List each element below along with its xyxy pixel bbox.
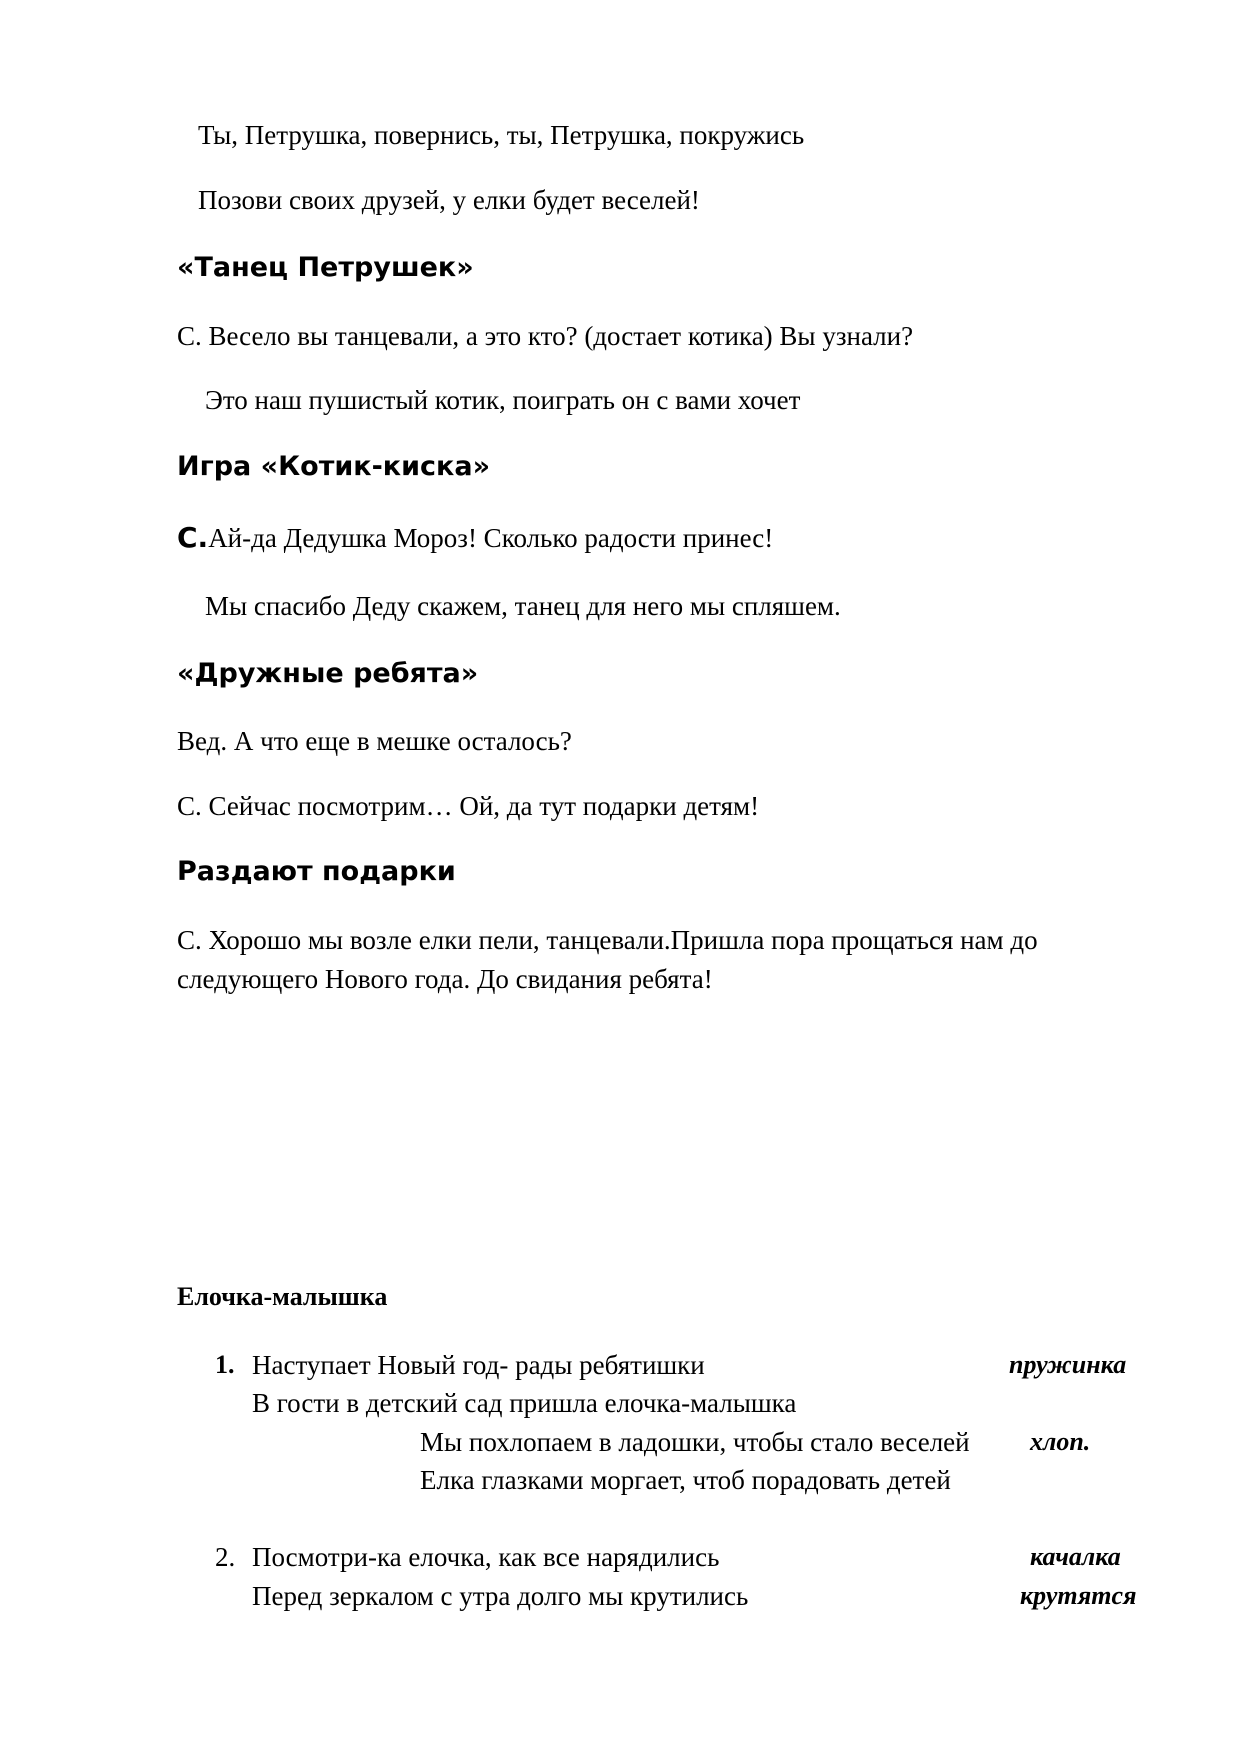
verse-1-line-2: В гости в детский сад пришла елочка-малышка	[252, 1388, 797, 1418]
text-line-farewell-1: С. Хорошо мы возле елки пели, танцевали.Пришла пора прощаться нам до	[177, 925, 1038, 955]
moroz-text: Ай-да Дедушка Мороз! Сколько радости принес!	[208, 523, 774, 553]
verse-2-action-2: крутятся	[1020, 1581, 1137, 1610]
text-line-moroz-2: Мы спасибо Деду скажем, танец для него мы спляшем.	[205, 591, 841, 621]
verse-1-number: 1.	[215, 1350, 235, 1379]
speaker-label: С.	[177, 521, 209, 554]
text-line-cat-2: Это наш пушистый котик, поиграть он с вами хочет	[205, 385, 801, 415]
heading-dance: «Танец Петрушек»	[177, 252, 474, 283]
verse-1-line-1: Наступает Новый год- рады ребятишки	[252, 1350, 705, 1380]
text-line-cat-1: С. Весело вы танцевали, а это кто? (достает котика) Вы узнали?	[177, 321, 914, 351]
heading-gifts: Раздают подарки	[177, 856, 456, 887]
text-line-petrushka-1: Ты, Петрушка, повернись, ты, Петрушка, покружись	[198, 120, 805, 150]
verse-2-line-2: Перед зеркалом с утра долго мы крутились	[252, 1581, 749, 1611]
text-line-farewell-2: следующего Нового года. До свидания ребята!	[177, 964, 713, 994]
verse-1-line-3: Мы похлопаем в ладошки, чтобы стало веселей	[420, 1427, 970, 1457]
verse-1-action-3: хлоп.	[1030, 1427, 1091, 1456]
text-line-bag-1: Вед. А что еще в мешке осталось?	[177, 726, 572, 756]
verse-1-action-1: пружинка	[1009, 1350, 1127, 1379]
text-line-petrushka-2: Позови своих друзей, у елки будет веселей!	[198, 185, 700, 215]
text-line-bag-2: С. Сейчас посмотрим… Ой, да тут подарки детям!	[177, 791, 760, 821]
heading-game: Игра «Котик-киска»	[177, 451, 491, 482]
heading-friends: «Дружные ребята»	[177, 658, 479, 689]
song-title: Елочка-малышка	[177, 1282, 388, 1311]
verse-2-action-1: качалка	[1030, 1542, 1121, 1571]
verse-2-number: 2.	[215, 1542, 236, 1572]
text-line-moroz-1	[177, 522, 773, 554]
verse-1-line-4: Елка глазками моргает, чтоб порадовать детей	[420, 1465, 951, 1495]
verse-2-line-1: Посмотри-ка елочка, как все нарядились	[252, 1542, 720, 1572]
